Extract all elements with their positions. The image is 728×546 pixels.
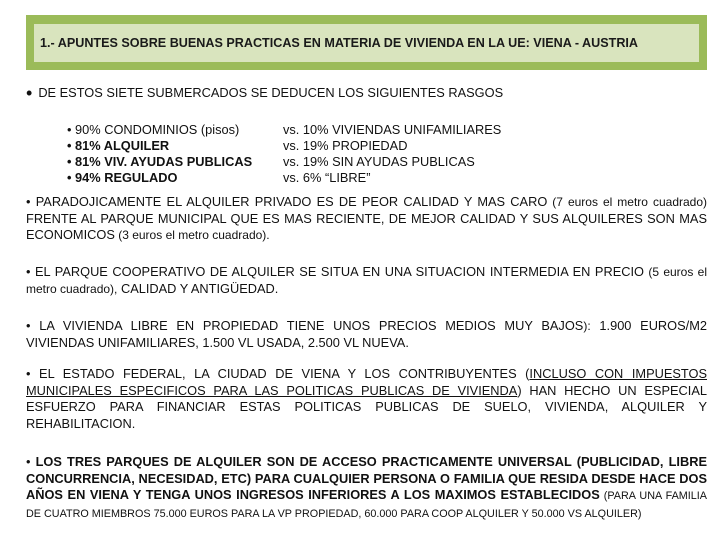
paragraph-bold-text: LOS TRES PARQUES DE ALQUILER SON DE ACCESO PRACTICAMENTE UNIVERSAL (PUBLICIDAD, LIBRE CONCURRENCIA, NECESIDAD, ETC) PARA CUALQUIER PERSONA O FAMILIA QUE RESIDA DESDE HACE DOS AÑOS EN VIENA Y TENGA UNOS INGRESOS INFERIORES A LOS MAXIMOS ESTABLECIDOS <box>26 454 707 503</box>
paragraph-note: (3 euros el metro cuadrado). <box>114 228 270 243</box>
paragraph-free-housing <box>26 318 707 351</box>
submarket-right: vs. 6% “LIBRE” <box>283 170 371 185</box>
paragraph-text: CALIDAD Y ANTIGÜEDAD. <box>117 280 279 296</box>
paragraph-note: (5 euros el metro cuadrado), <box>26 265 707 296</box>
paragraph-private-rental <box>26 194 707 244</box>
paragraph-text: • EL PARQUE COOPERATIVO DE ALQUILER SE SITUA EN UNA SITUACION INTERMEDIA EN PRECIO <box>26 264 644 279</box>
title-banner <box>26 15 707 70</box>
paragraph-federal-state <box>26 366 707 432</box>
submarket-row <box>67 170 607 186</box>
paragraph-text: ) HAN HECHO UN ESPECIAL ESFUERZO PARA FINANCIAR ESTAS POLITICAS PUBLICAS DE SUELO, VIVIENDA, ALQUILER Y REHABILITACION. <box>26 382 707 431</box>
submarket-right: vs. 19% PROPIEDAD <box>283 138 408 153</box>
paragraph-text: 1.900 EUROS/M2 VIVIENDAS UNIFAMILIARES, 1.500 VL USADA, 2.500 VL NUEVA. <box>26 318 707 350</box>
paragraph-text: • LA VIVIENDA LIBRE EN PROPIEDAD TIENE UNOS PRECIOS MEDIOS MUY BAJOS <box>26 318 584 333</box>
intro-line <box>26 83 503 104</box>
paragraph-note: (PARA UNA FAMILIA DE CUATRO MIEMBROS 75.000 EUROS PARA LA VP PROPIEDAD, 60.000 PARA COOP ALQUILER Y 50.000 VS ALQUILER) <box>26 490 708 520</box>
paragraph-text: • PARADOJICAMENTE EL ALQUILER PRIVADO ES DE PEOR CALIDAD Y MAS CARO <box>26 194 548 209</box>
submarket-row <box>67 138 607 154</box>
submarket-right: vs. 19% SIN AYUDAS PUBLICAS <box>283 154 475 169</box>
submarket-list <box>67 122 607 186</box>
submarket-left: • 81% ALQUILER <box>67 138 170 153</box>
submarket-left: • 81% VIV. AYUDAS PUBLICAS <box>67 154 253 169</box>
bullet-icon: • <box>26 83 33 103</box>
title-banner-inner <box>34 24 699 62</box>
submarket-right: vs. 10% VIVIENDAS UNIFAMILIARES <box>283 122 502 137</box>
intro-text: DE ESTOS SIETE SUBMERCADOS SE DEDUCEN LOS SIGUIENTES RASGOS <box>38 85 504 100</box>
paragraph-text: FRENTE AL PARQUE MUNICIPAL QUE ES MAS RECIENTE, DE MEJOR CALIDAD Y SUS ALQUILERES SON MAS ECONOMICOS <box>26 210 707 243</box>
paragraph-underlined: INCLUSO CON IMPUESTOS MUNICIPALES ESPECIFICOS PARA LAS POLITICAS PUBLICAS DE VIVIENDA <box>26 366 707 398</box>
paragraph-text: • EL ESTADO FEDERAL, LA CIUDAD DE VIENA Y LOS CONTRIBUYENTES ( <box>26 366 530 381</box>
paragraph-note: (7 euros el metro cuadrado) <box>547 195 708 209</box>
paragraph-universal-access <box>26 454 707 522</box>
submarket-row <box>67 122 607 138</box>
paragraph-cooperative <box>26 264 707 297</box>
paragraph-note: ): <box>583 319 591 333</box>
paragraph-bullet: • <box>26 454 36 469</box>
submarket-left: • 90% CONDOMINIOS (pisos) <box>67 122 240 137</box>
submarket-row <box>67 154 607 170</box>
page-title: 1.- APUNTES SOBRE BUENAS PRACTICAS EN MATERIA DE VIVIENDA EN LA UE: VIENA - AUSTRIA <box>40 36 639 50</box>
submarket-left: • 94% REGULADO <box>67 170 178 185</box>
